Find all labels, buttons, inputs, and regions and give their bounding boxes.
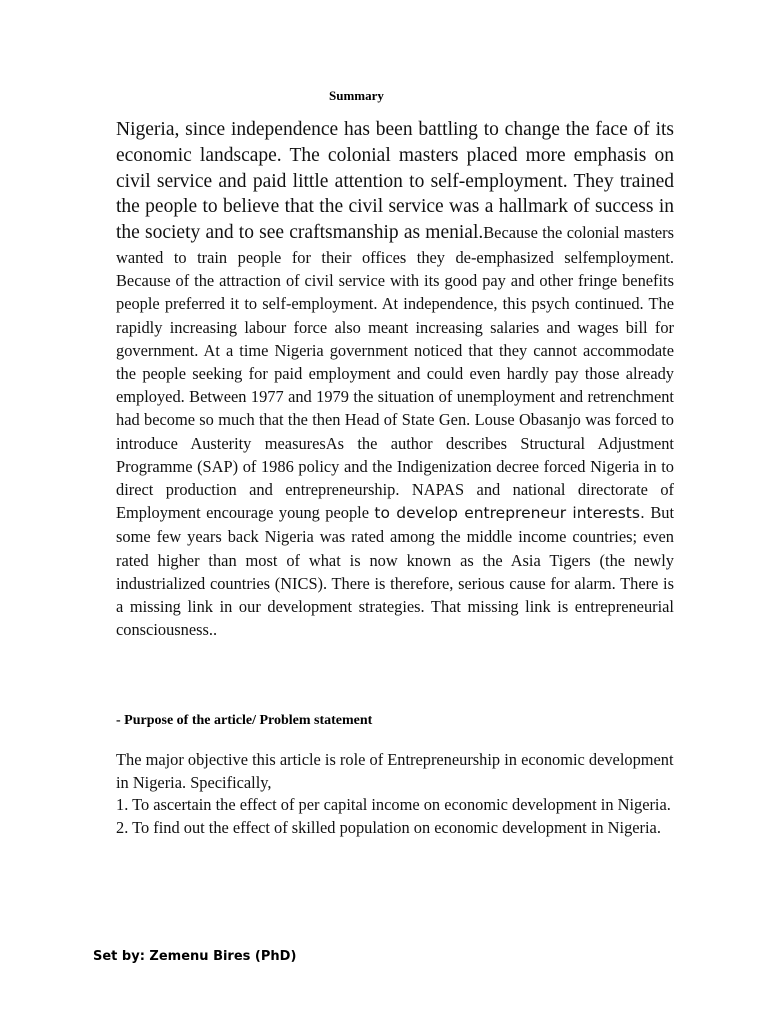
objective-item-1: 1. To ascertain the effect of per capital income on economic development in Nigeria. — [116, 795, 671, 815]
summary-heading: Summary — [329, 88, 384, 103]
summary-closing-text: But some few years back Nigeria was rated among the middle income countries; even rated higher than most of what is now known as the Asia Tigers (the newly industrialized countries (NICS). There is therefore, serious cause for alarm. There is a missing link in our development strategies. That missing link is entrepreneurial consciousness.. — [116, 503, 674, 640]
objectives-section — [116, 749, 676, 839]
summary-body-text: Because the colonial masters wanted to train people for their offices they de-emphasized selfemployment. Because of the attraction of civil service with its good pay and other fringe benefits people preferred it to self-employment. At independence, this psych continued. The rapidly increasing labour force also meant increasing salaries and wages bill for government. At a time Nigeria government noticed that they cannot accommodate the people seeking for paid employment and could even hardly pay those already employed. Between 1977 and 1979 the situation of unemployment and retrenchment had become so much that the then Head of State Gen. Louse Obasanjo was forced to introduce Austerity measuresAs the author describes Structural Adjustment Programme (SAP) of 1986 policy and the Indigenization decree forced Nigeria in to direct production and entrepreneurship. NAPAS and national directorate of Employment encourage young people — [116, 223, 674, 523]
summary-sans-text: to develop entrepreneur interests. — [374, 504, 645, 523]
author-footer: Set by: Zemenu Bires (PhD) — [93, 949, 297, 964]
objective-item-2: 2. To find out the effect of skilled population on economic development in Nigeria. — [116, 817, 661, 837]
summary-lead-text: Nigeria, since independence has been battling to change the face of its economic landscape. The colonial masters placed more emphasis on civil service and paid little attention to self-employment. They trained the people to believe that the civil service was a hallmark of success in the society and to see craftsmanship as menial. — [116, 119, 674, 244]
summary-paragraph — [116, 117, 674, 641]
objective-intro: The major objective this article is role of Entrepreneurship in economic development in Nigeria. Specifically, — [116, 750, 674, 792]
purpose-heading: - Purpose of the article/ Problem statement — [116, 713, 373, 728]
